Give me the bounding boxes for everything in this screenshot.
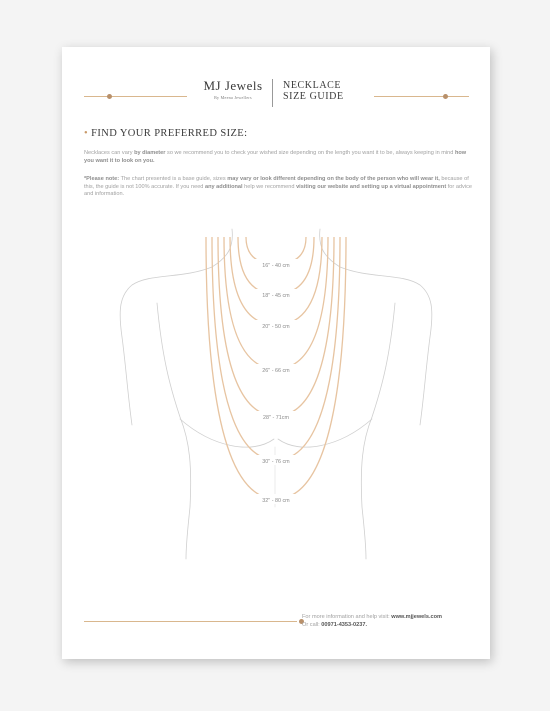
note-text-3: help we recommend	[242, 183, 297, 190]
footer-phone-line	[302, 621, 442, 629]
title-line-2: SIZE GUIDE	[283, 91, 344, 102]
torso-left-side	[157, 303, 191, 559]
note-text-2: because of this, the guide is not 100% accurate. If you need	[84, 176, 469, 190]
note-bold-2: may vary or look different depending on the body of the person who will wear it,	[227, 176, 440, 182]
left-breast-line	[180, 419, 274, 447]
necklace-chain-5	[212, 237, 340, 460]
footer-contact	[302, 613, 442, 629]
size-labels	[248, 259, 304, 504]
intro-text-1: Necklaces can vary	[84, 150, 135, 156]
footer-rule	[84, 621, 297, 622]
size-label-16: 16" - 40 cm	[262, 263, 290, 269]
size-label-32: 32" - 80 cm	[262, 498, 290, 504]
title-line-1: NECKLACE	[283, 80, 342, 91]
note-bold-1: *Please note:	[84, 176, 120, 182]
necklace-chain-2	[230, 237, 322, 325]
section-title-text: FIND YOUR PREFERRED SIZE:	[91, 128, 248, 139]
torso-outline	[120, 229, 432, 559]
note-text-1: The chart presented is a base guide, sizes	[119, 176, 228, 182]
footer-website-line	[302, 613, 442, 621]
size-guide-sheet	[62, 47, 490, 659]
note-text-4: for advice and information.	[84, 183, 472, 198]
logo-text: MJ Jewels	[203, 78, 263, 93]
intro-text-2: so we recommend you to check your wished size depending on the length you want it to be, always keeping in mind	[165, 150, 455, 156]
size-label-18: 18" - 45 cm	[262, 293, 290, 299]
size-label-30: 30" - 76 cm	[262, 459, 290, 465]
footer-text-2: Or call:	[302, 622, 322, 628]
logo-subtitle: By Meena Jewellers	[214, 95, 252, 100]
size-label-28: 28" - 71cm	[263, 415, 289, 421]
necklace-size-diagram	[62, 47, 490, 659]
size-label-26: 26" - 66 cm	[262, 368, 290, 374]
footer-text-1: For more information and help visit:	[302, 614, 392, 620]
note-bold-3: any additional	[204, 183, 243, 190]
torso-right-side	[361, 303, 395, 559]
intro-bold-2: how you want it to look on you.	[84, 150, 467, 164]
note-bold-4: visiting our website and setting up a virtual appointment	[296, 183, 447, 190]
phone-number: 00971-4353-0237.	[321, 622, 368, 628]
size-label-20: 20" - 50 cm	[262, 324, 290, 330]
heading-bullet-icon: •	[84, 128, 89, 139]
website-link[interactable]: www.mjjewels.com	[391, 614, 443, 620]
intro-bold-1: by diameter	[134, 150, 166, 156]
right-breast-line	[278, 419, 372, 447]
